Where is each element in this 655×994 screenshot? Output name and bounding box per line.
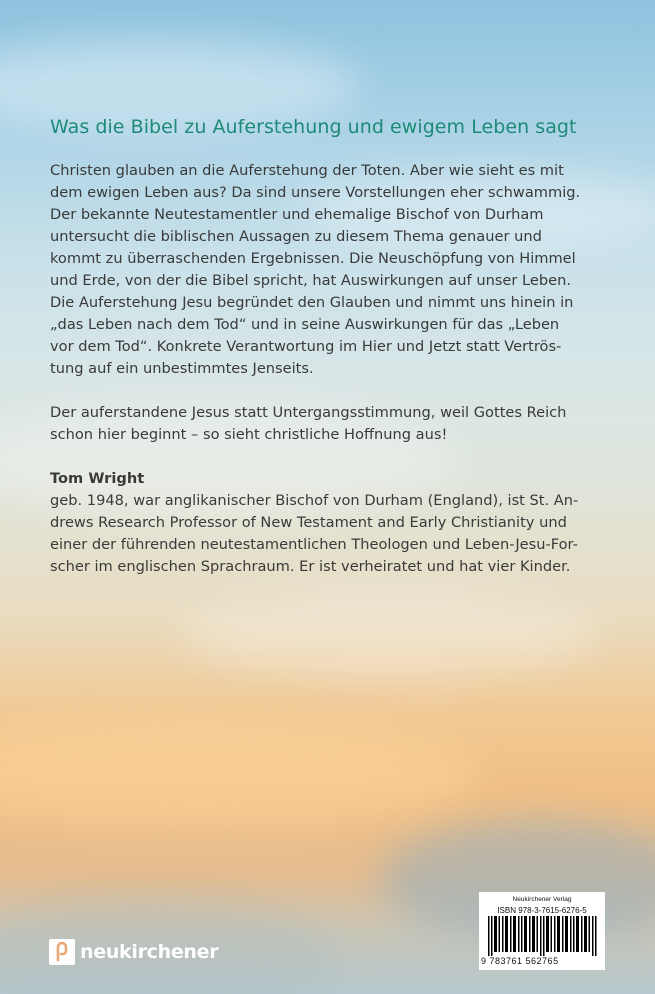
barcode-isbn: ISBN 978-3-7615-6276-5 bbox=[497, 906, 587, 915]
cloud bbox=[180, 590, 600, 680]
author-bio bbox=[50, 490, 610, 578]
text-line: drews Research Professor of New Testament and Early Christianity und bbox=[50, 514, 567, 531]
text-line: Christen glauben an die Auferstehung der Toten. Aber wie sieht es mit bbox=[50, 162, 564, 179]
text-line: Die Auferstehung Jesu begründet den Glauben und nimmt uns hinein in bbox=[50, 294, 574, 311]
text-line: vor dem Tod“. Konkrete Verantwortung im Hier und Jetzt statt Vertrös- bbox=[50, 338, 562, 355]
text-line: tung auf ein unbestimmtes Jenseits. bbox=[50, 360, 314, 377]
text-line: scher im englischen Sprachraum. Er ist verheiratet und hat vier Kinder. bbox=[50, 558, 571, 575]
cloud bbox=[0, 720, 480, 830]
barcode-publisher: Neukirchener Verlag bbox=[512, 896, 572, 903]
text-line: dem ewigen Leben aus? Da sind unsere Vorstellungen eher schwammig. bbox=[50, 184, 581, 201]
barcode-digits: 9 783761 562765 bbox=[481, 956, 559, 966]
text-line: schon hier beginnt – so sieht christliche Hoffnung aus! bbox=[50, 426, 448, 443]
text-line: und Erde, von der die Bibel spricht, hat Auswirkungen auf unser Leben. bbox=[50, 272, 572, 289]
isbn-barcode bbox=[479, 892, 605, 970]
text-line: „das Leben nach dem Tod“ und in seine Auswirkungen für das „Leben bbox=[50, 316, 560, 333]
headline: Was die Bibel zu Auferstehung und ewigem Leben sagt bbox=[50, 116, 577, 138]
text-line: Der bekannte Neutestamentler und ehemalige Bischof von Durham bbox=[50, 206, 544, 223]
text-line: einer der führenden neutestamentlichen Theologen und Leben-Jesu-For- bbox=[50, 536, 578, 553]
text-line: geb. 1948, war anglikanischer Bischof von Durham (England), ist St. An- bbox=[50, 492, 579, 509]
author-name: Tom Wright bbox=[50, 470, 145, 487]
blurb-text bbox=[50, 160, 610, 578]
blurb-paragraph-1 bbox=[50, 160, 610, 380]
text-line: kommt zu überraschenden Ergebnissen. Die Neuschöpfung von Himmel bbox=[50, 250, 576, 267]
publisher-logo-text: neukirchener bbox=[80, 941, 219, 963]
publisher-logo-icon bbox=[49, 939, 75, 965]
publisher-logo bbox=[49, 939, 218, 965]
text-line: Der auferstandene Jesus statt Untergangsstimmung, weil Gottes Reich bbox=[50, 404, 567, 421]
text-line: untersucht die biblischen Aussagen zu diesem Thema genauer und bbox=[50, 228, 542, 245]
barcode-bars bbox=[488, 916, 598, 956]
blurb-paragraph-2 bbox=[50, 402, 610, 446]
